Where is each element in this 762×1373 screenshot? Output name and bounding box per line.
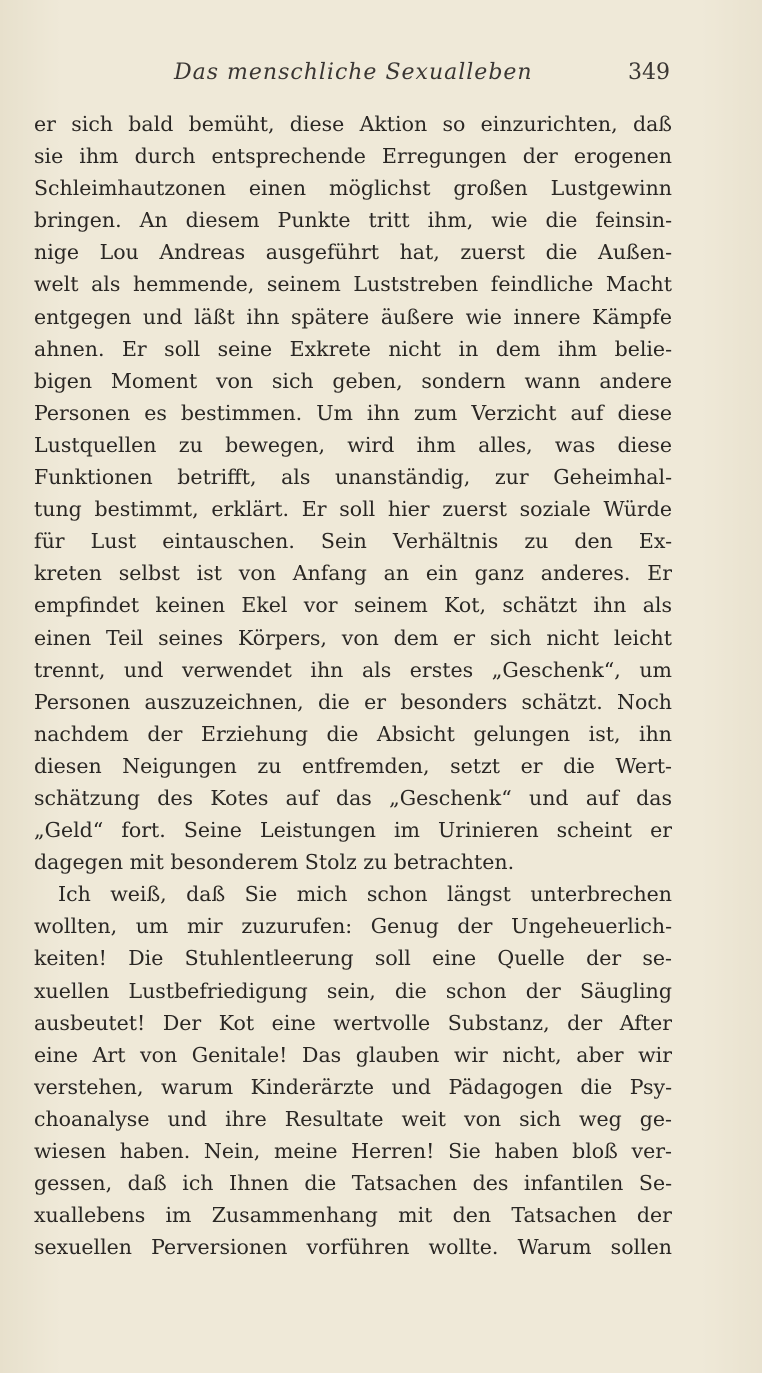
text-line: keiten! Die Stuhlentleerung soll eine Quelle der se- [34, 946, 672, 971]
text-line: für Lust eintauschen. Sein Verhältnis zu den Ex- [34, 529, 672, 554]
text-line: Personen auszuzeichnen, die er besonders schätzt. Noch [34, 689, 672, 714]
text-line: einen Teil seines Körpers, von dem er sich nicht leicht [34, 625, 672, 650]
text-line-paragraph-start: Ich weiß, daß Sie mich schon längst unterbrechen [58, 882, 672, 907]
text-line: xuellen Lustbefriedigung sein, die schon der Säugling [34, 978, 672, 1003]
text-line: eine Art von Genitale! Das glauben wir nicht, aber wir [34, 1042, 672, 1067]
text-line: Personen es bestimmen. Um ihn zum Verzicht auf diese [34, 400, 672, 425]
running-title: Das menschliche Sexualleben [174, 60, 533, 85]
text-line: „Geld“ fort. Seine Leistungen im Urinieren scheint er [34, 818, 672, 843]
text-line: trennt, und verwendet ihn als erstes „Geschenk“, um [34, 657, 672, 682]
text-line: verstehen, warum Kinderärzte und Pädagogen die Psy- [34, 1074, 672, 1099]
text-line: kreten selbst ist von Anfang an ein ganz anderes. Er [34, 561, 672, 586]
text-line: diesen Neigungen zu entfremden, setzt er die Wert- [34, 753, 672, 778]
text-line: ausbeutet! Der Kot eine wertvolle Substanz, der After [34, 1010, 672, 1035]
text-line: nachdem der Erziehung die Absicht gelungen ist, ihn [34, 721, 672, 746]
text-line-paragraph-end: dagegen mit besonderem Stolz zu betrachten. [34, 850, 515, 875]
text-line: wollten, um mir zuzurufen: Genug der Ungeheuerlich- [34, 914, 672, 939]
page-number: 349 [628, 60, 670, 85]
text-line: entgegen und läßt ihn spätere äußere wie innere Kämpfe [34, 304, 672, 329]
text-line: welt als hemmende, seinem Luststreben feindliche Macht [34, 272, 672, 297]
text-line: xuallebens im Zusammenhang mit den Tatsachen der [34, 1203, 672, 1228]
text-line: schätzung des Kotes auf das „Geschenk“ und auf das [34, 785, 672, 810]
text-line: wiesen haben. Nein, meine Herren! Sie haben bloß ver- [34, 1139, 672, 1163]
body-text [34, 108, 672, 1263]
text-line: Funktionen betrifft, als unanständig, zur Geheimhal- [34, 465, 672, 490]
text-line: er sich bald bemüht, diese Aktion so einzurichten, daß [34, 112, 672, 136]
text-line: sie ihm durch entsprechende Erregungen der erogenen [34, 144, 672, 169]
text-line: empfindet keinen Ekel vor seinem Kot, schätzt ihn als [34, 593, 672, 618]
text-line: sexuellen Perversionen vorführen wollte. Warum sollen [34, 1235, 672, 1260]
text-line: Schleimhautzonen einen möglichst großen Lustgewinn [34, 176, 672, 201]
text-line: tung bestimmt, erklärt. Er soll hier zuerst soziale Würde [34, 497, 672, 522]
text-line: gessen, daß ich Ihnen die Tatsachen des infantilen Se- [34, 1171, 672, 1196]
text-line: choanalyse und ihre Resultate weit von sich weg ge- [34, 1106, 672, 1131]
page-header [34, 60, 670, 94]
text-line: ahnen. Er soll seine Exkrete nicht in dem ihm belie- [34, 336, 672, 361]
text-line: Lustquellen zu bewegen, wird ihm alles, was diese [34, 432, 672, 457]
text-line: nige Lou Andreas ausgeführt hat, zuerst die Außen- [34, 240, 672, 265]
text-line: bigen Moment von sich geben, sondern wann andere [34, 368, 672, 393]
text-line: bringen. An diesem Punkte tritt ihm, wie die feinsin- [34, 208, 672, 233]
